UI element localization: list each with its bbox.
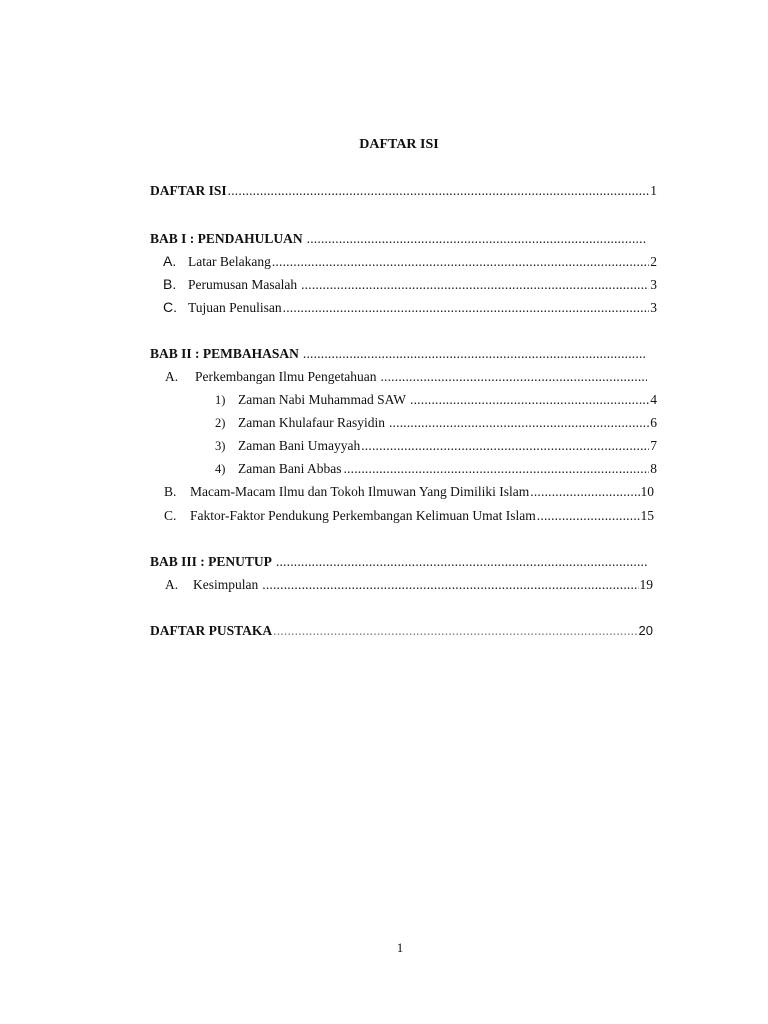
toc-chapter-2[interactable] (150, 345, 648, 363)
toc-label: DAFTAR ISI (150, 183, 227, 198)
toc-section-faktor-pendukung[interactable] (164, 507, 654, 525)
toc-label: BAB I : PENDAHULUAN (150, 231, 303, 246)
toc-label: BAB II : PEMBAHASAN (150, 346, 299, 361)
leader-dots (537, 507, 640, 525)
leader-dots (361, 437, 649, 455)
toc-page-number: 3 (650, 277, 657, 292)
leader-dots (380, 368, 647, 386)
item-marker: A. (165, 577, 179, 592)
toc-section-ilmu-pengetahuan[interactable] (165, 368, 648, 386)
toc-label: Perumusan Masalah (188, 277, 298, 292)
leader-dots (283, 299, 650, 317)
toc-entry-zaman-nabi[interactable] (215, 391, 657, 409)
leader-dots (343, 460, 649, 478)
leader-dots (276, 553, 647, 571)
leader-dots (307, 230, 647, 248)
toc-entry-daftar-pustaka[interactable] (150, 622, 653, 640)
toc-page-number: 10 (640, 484, 654, 499)
leader-dots (389, 414, 649, 432)
toc-page-number: 4 (650, 392, 657, 407)
toc-page-number: 19 (639, 577, 653, 592)
toc-label: Tujuan Penulisan (188, 300, 282, 315)
toc-entry-latar-belakang[interactable] (163, 252, 657, 271)
toc-label: Faktor-Faktor Pendukung Perkembangan Kelimuan Umat Islam (190, 508, 536, 523)
toc-page-number: 15 (640, 508, 654, 523)
item-marker: A. (163, 253, 177, 269)
leader-dots (410, 391, 649, 409)
item-marker: B. (164, 484, 177, 499)
toc-page-number: 7 (650, 438, 657, 453)
toc-chapter-1[interactable] (150, 230, 648, 248)
toc-label: Latar Belakang (188, 254, 271, 269)
toc-label: BAB III : PENUTUP (150, 554, 272, 569)
toc-entry-daftar-isi[interactable] (150, 182, 657, 200)
leader-dots (303, 345, 647, 363)
toc-page-number: 3 (650, 300, 657, 315)
toc-entry-zaman-abbas[interactable] (215, 460, 657, 478)
footer-page-number: 1 (396, 940, 404, 955)
leader-dots (228, 182, 650, 200)
toc-entry-zaman-khulafaur[interactable] (215, 414, 657, 432)
item-marker: 3) (215, 439, 226, 453)
leader-dots (262, 576, 638, 594)
item-marker: C. (163, 299, 177, 315)
toc-entry-zaman-umayyah[interactable] (215, 437, 657, 455)
item-marker: 4) (215, 462, 226, 476)
toc-page-number: 20 (638, 623, 653, 638)
leader-dots (530, 483, 639, 501)
toc-label: Zaman Bani Umayyah (238, 438, 361, 453)
leader-dots (272, 253, 649, 271)
toc-label: DAFTAR PUSTAKA (150, 623, 273, 638)
toc-label: Perkembangan Ilmu Pengetahuan (195, 369, 377, 384)
item-marker: 2) (215, 416, 226, 430)
item-marker: B. (163, 276, 177, 292)
toc-entry-perumusan-masalah[interactable] (163, 275, 657, 294)
toc-chapter-3[interactable] (150, 553, 648, 571)
toc-label: Zaman Bani Abbas (238, 461, 342, 476)
toc-label: Macam-Macam Ilmu dan Tokoh Ilmuwan Yang Dimiliki Islam (190, 484, 530, 499)
item-marker: A. (165, 369, 179, 384)
item-marker: 1) (215, 393, 226, 407)
toc-label: Zaman Khulafaur Rasyidin (238, 415, 385, 430)
item-marker: C. (164, 508, 177, 523)
toc-label: Zaman Nabi Muhammad SAW (238, 392, 407, 407)
toc-entry-kesimpulan[interactable] (165, 576, 653, 594)
page-title: DAFTAR ISI (359, 137, 439, 152)
toc-page-number: 8 (650, 461, 657, 476)
leader-dots (301, 276, 649, 294)
toc-page-number: 1 (650, 183, 657, 198)
toc-label: Kesimpulan (193, 577, 259, 592)
leader-dots (273, 622, 637, 640)
toc-section-macam-ilmu[interactable] (164, 483, 654, 501)
toc-page-number: 6 (650, 415, 657, 430)
toc-entry-tujuan-penulisan[interactable] (163, 298, 657, 317)
toc-page-number: 2 (650, 254, 657, 269)
